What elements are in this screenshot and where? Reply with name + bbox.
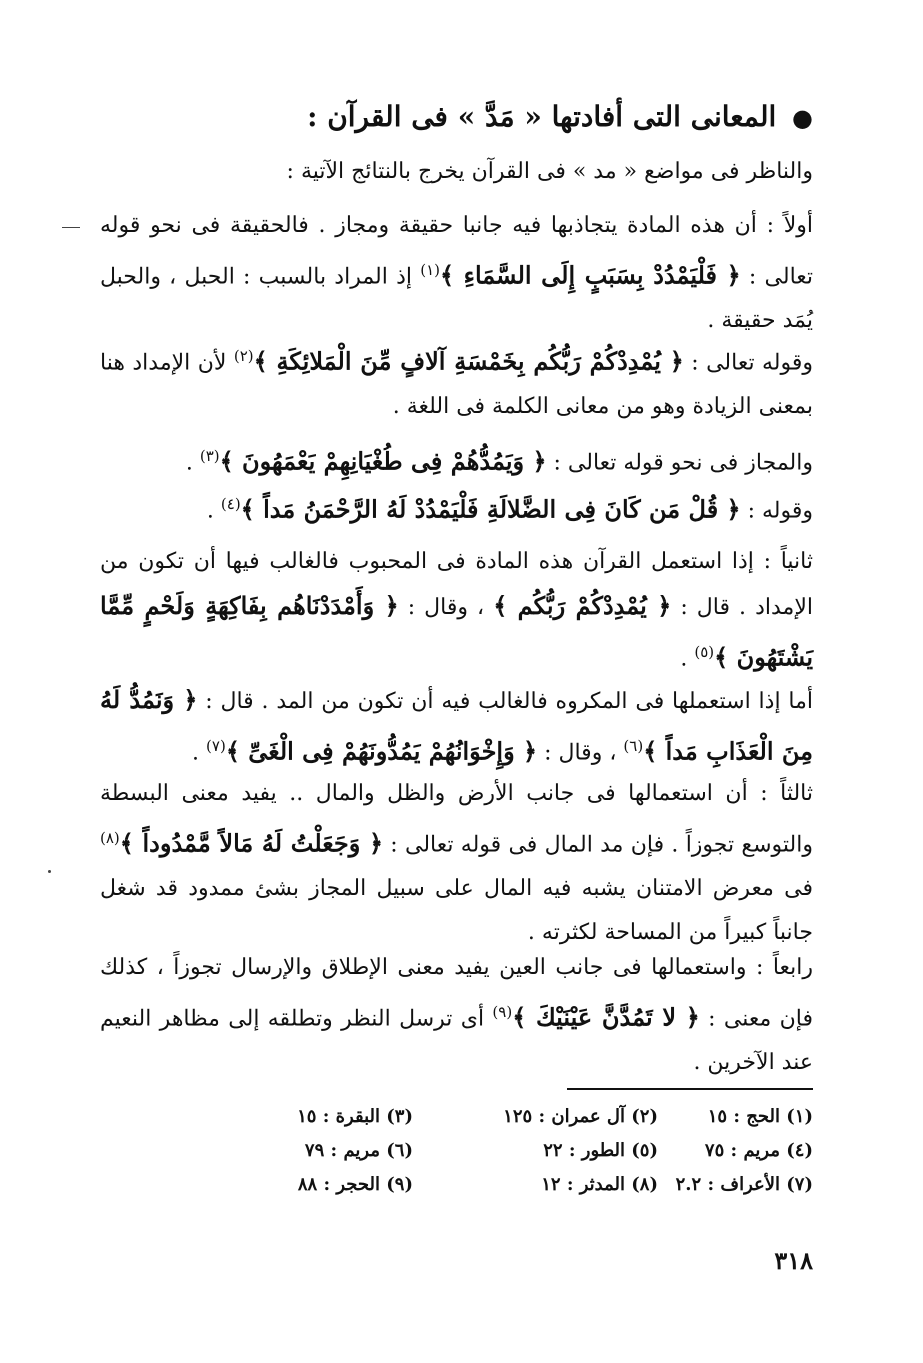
paragraph-text: إذ المراد بالسبب : الحبل ، والحبل يُمَد حقيقة .	[100, 264, 813, 334]
footnote: (٥) الطور : ٢٢	[543, 1140, 658, 1161]
quran-verse: ﴿ قُلْ مَن كَانَ فِى الضَّلالَةِ فَلْيَمْدُدْ لَهُ الرَّحْمَنُ مَداً ﴾	[240, 494, 741, 524]
quran-verse: ﴿ وَجَعَلْتُ لَهُ مَالاً مَّمْدُوداً ﴾	[119, 828, 384, 858]
quran-verse: ﴿ وَيَمُدُّهُمْ فِى طُغْيَانِهِمْ يَعْمَهُونَ ﴾	[219, 446, 547, 476]
footnote: (٢) آل عمران : ١٢٥	[503, 1106, 658, 1127]
paragraph-text: .	[206, 498, 221, 524]
quran-verse: ﴿ يُمْدِدْكُمْ رَبُّكُم ﴾	[493, 591, 672, 620]
paragraph-text: والمجاز فى نحو قوله تعالى :	[546, 450, 813, 476]
footnote-ref: (٢)	[233, 347, 254, 365]
paragraph-first-meaning	[100, 204, 813, 343]
paragraph-text: ثالثاً : أن استعمالها فى جانب الأرض والظل والمال .. يفيد معنى البسطة والتوسع تجوزاً . فإن مد المال فى قوله تعالى :	[100, 781, 813, 858]
paragraph-text: لأن الإمداد هنا بمعنى الزيادة وهو من معانى الكلمة فى اللغة .	[100, 350, 813, 420]
bullet-icon: ●	[792, 103, 813, 132]
paragraph-text: .	[192, 740, 207, 766]
footnote-ref: (٦)	[623, 737, 644, 755]
footnote: (٦) مريم : ٧٩	[304, 1140, 413, 1161]
scan-speck	[62, 227, 80, 228]
footnote: (٧) الأعراف : ٢.٢	[675, 1174, 813, 1195]
paragraph-text: فى معرض الامتنان يشبه فيه المال على سبيل المجاز بشئ ممدود قد شغل جانباً كبيراً من المساحة لكثرته .	[100, 876, 813, 946]
intro-paragraph	[100, 150, 813, 194]
footnote-row	[120, 1134, 813, 1168]
footnotes	[120, 1100, 813, 1202]
paragraph-imdad	[100, 334, 813, 429]
paragraph-majaz	[100, 434, 813, 485]
page-number: ٣١٨	[774, 1246, 813, 1275]
paragraph-text: .	[185, 450, 200, 476]
intro-text: والناظر فى مواضع « مد » فى القرآن يخرج بالنتائج الآتية :	[286, 159, 813, 184]
footnote: (٣) البقرة : ١٥	[297, 1106, 413, 1127]
scan-speck	[48, 870, 51, 873]
footnote-ref: (٧)	[206, 737, 226, 755]
paragraph-text: ، وقال :	[537, 740, 624, 766]
paragraph-text: أى ترسل النظر وتطلقه إلى مظاهر النعيم عند الآخرين .	[100, 1006, 813, 1076]
paragraph-dalala	[100, 482, 813, 533]
section-heading-title: المعانى التى أفادتها « مَدَّ » فى القرآن :	[307, 100, 777, 133]
footnote-ref: (٩)	[492, 1003, 513, 1021]
footnote: (٤) مريم : ٧٥	[704, 1140, 813, 1161]
paragraph-text: أما إذا استعملها فى المكروه فالغالب فيه أن تكون من المد . قال :	[197, 689, 813, 714]
paragraph-text: وقوله :	[740, 498, 813, 524]
footnote-ref: (٤)	[220, 495, 241, 513]
footnote-divider	[567, 1088, 813, 1090]
paragraph-third-meaning	[100, 772, 813, 955]
footnote: (٨) المدثر : ١٢	[541, 1174, 658, 1195]
paragraph-text: ، وقال :	[398, 595, 494, 620]
quran-verse: ﴿ وَأَمْدَدْنَاهُم بِفَاكِهَةٍ وَلَحْمٍ مِّمَّا يَشْتَهُونَ ﴾	[100, 591, 813, 672]
paragraph-text: ثانياً : إذا استعمل القرآن هذه المادة فى المحبوب فالغالب فيها أن تكون من الإمداد . قال :	[100, 549, 814, 620]
footnote: (٩) الحجر : ٨٨	[297, 1174, 413, 1195]
paragraph-text: أولاً : أن هذه المادة يتجاذبها فيه جانبا حقيقة ومجاز . فالحقيقة فى نحو قوله تعالى :	[100, 213, 814, 290]
quran-verse: ﴿ لا تَمُدَّنَّ عَيْنَيْكَ ﴾	[512, 1002, 700, 1032]
paragraph-text: رابعاً : واستعمالها فى جانب العين يفيد معنى الإطلاق والإرسال تجوزاً ، كذلك فإن معنى :	[100, 955, 813, 1032]
paragraph-text: وقوله تعالى :	[683, 350, 814, 376]
paragraph-text: .	[680, 646, 695, 672]
footnote-row	[120, 1100, 813, 1134]
footnote-ref: (٣)	[199, 447, 220, 465]
footnote: (١) الحج : ١٥	[707, 1106, 813, 1127]
footnote-ref: (٥)	[694, 643, 715, 661]
footnote-ref: (٨)	[100, 829, 120, 847]
footnote-row	[120, 1168, 813, 1202]
quran-verse: ﴿ وَإِخْوَانُهُمْ يَمُدُّونَهُمْ فِى الْغَىِّ ﴾	[225, 736, 538, 766]
section-heading	[307, 92, 813, 143]
quran-verse: ﴿ فَلْيَمْدُدْ بِسَبَبٍ إِلَى السَّمَاءِ ﴾	[440, 260, 741, 290]
paragraph-second-meaning	[100, 540, 813, 681]
footnote-ref: (١)	[420, 261, 441, 279]
quran-verse: ﴿ وَنَمُدُّ لَهُ مِنَ الْعَذَابِ مَداً ﴾	[100, 685, 813, 766]
paragraph-fourth-meaning	[100, 946, 813, 1085]
paragraph-makruh	[100, 678, 813, 775]
quran-verse: ﴿ يُمْدِدْكُمْ رَبُّكُم بِخَمْسَةِ آلافٍ مِّنَ الْمَلائِكَةِ ﴾	[253, 346, 684, 376]
